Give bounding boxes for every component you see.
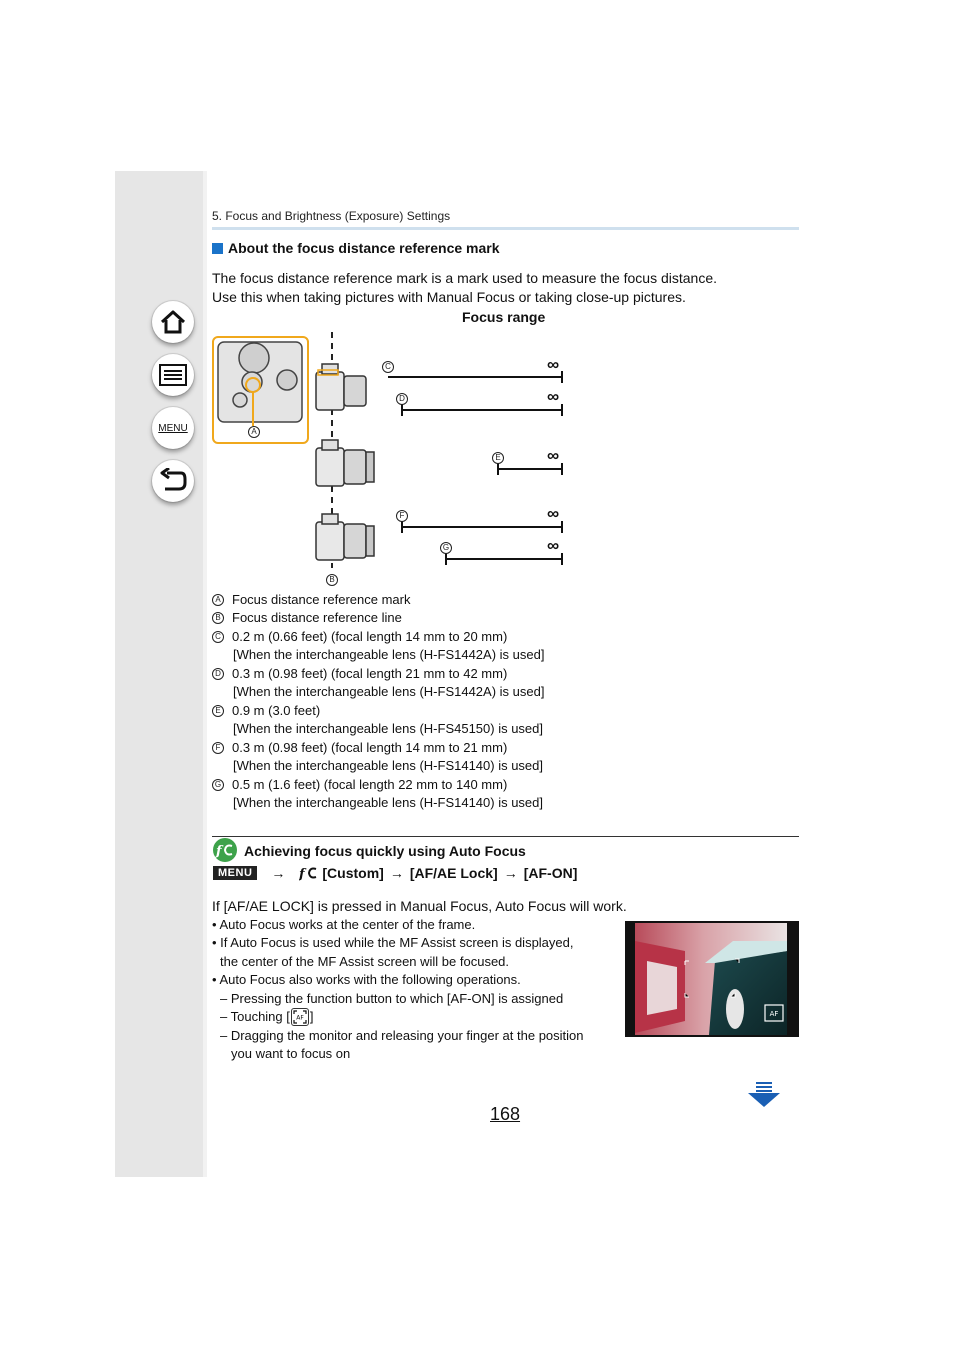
af-dash-3a: – Dragging the monitor and releasing your finger at the position [220, 1028, 584, 1043]
legend-item-e [212, 702, 320, 720]
path-custom: [Custom] [322, 865, 384, 881]
marker-f: F [396, 510, 408, 522]
section-title-text: About the focus distance reference mark [228, 240, 500, 256]
svg-text:f: f [299, 867, 305, 881]
menu-button[interactable] [152, 407, 194, 449]
legend-marker: D [212, 668, 224, 680]
legend-item-d [212, 665, 507, 683]
af-target-label: AF [296, 1014, 304, 1022]
mf-assist-photo [625, 921, 799, 1037]
path-arrow: → [271, 865, 286, 881]
legend-sub-c: [When the interchangeable lens (H-FS1442A) is used] [233, 647, 545, 662]
legend-sub-g: [When the interchangeable lens (H-FS14140) is used] [233, 795, 544, 810]
marker-e: E [492, 452, 504, 464]
af-bullet-2a: • If Auto Focus is used while the MF Assist screen is displayed, [212, 935, 574, 950]
legend-item-f [212, 739, 507, 757]
legend-item-g [212, 776, 507, 794]
legend-marker: E [212, 705, 224, 717]
legend-text: Focus distance reference line [232, 610, 402, 625]
legend-text: 0.2 m (0.66 feet) (focal length 14 mm to 20 mm) [232, 629, 508, 644]
legend-marker: G [212, 779, 224, 791]
infinity-e: ∞ [547, 446, 560, 465]
af-section-title: Achieving focus quickly using Auto Focus [244, 843, 526, 859]
legend-marker: B [212, 612, 224, 624]
header-rule [212, 227, 799, 230]
legend-text: 0.9 m (3.0 feet) [232, 703, 321, 718]
path-arrow: → [389, 865, 404, 881]
legend-marker: A [212, 594, 224, 606]
af-icon-label: AF [769, 1010, 779, 1018]
af-dash-3b: you want to focus on [231, 1046, 351, 1061]
sidebar [115, 171, 203, 1177]
legend-item-a [212, 591, 410, 609]
legend-marker: C [212, 631, 224, 643]
legend-text: 0.3 m (0.98 feet) (focal length 21 mm to 42 mm) [232, 666, 508, 681]
legend-item-b [212, 609, 402, 627]
infinity-g: ∞ [547, 536, 560, 555]
home-button[interactable] [152, 301, 194, 343]
back-button[interactable] [152, 460, 194, 502]
af-dash-1: – Pressing the function button to which [AF-ON] is assigned [220, 991, 564, 1006]
marker-c: C [382, 361, 394, 373]
path-af-on: [AF-ON] [523, 865, 578, 881]
infinity-d: ∞ [547, 387, 560, 406]
custom-fc-small-icon [299, 865, 319, 881]
legend-text: 0.5 m (1.6 feet) (focal length 22 mm to 140 mm) [232, 777, 508, 792]
svg-text:f: f [216, 844, 222, 858]
section-bullet-icon [212, 243, 223, 254]
next-page-arrow-icon [747, 1082, 781, 1108]
section-title [212, 240, 500, 256]
table-of-contents-icon [159, 364, 187, 386]
intro-line-2: Use this when taking pictures with Manual Focus or taking close-up pictures. [212, 289, 686, 305]
infinity-f: ∞ [547, 504, 560, 523]
mf-assist-screen-image [625, 921, 799, 1037]
menu-path [213, 865, 577, 881]
page-number: 168 [490, 1104, 521, 1124]
contents-button[interactable] [152, 354, 194, 396]
marker-d: D [396, 393, 408, 405]
af-bullet-2b: the center of the MF Assist screen will be focused. [220, 954, 510, 969]
focus-range-label: Focus range [462, 309, 546, 325]
breadcrumb: 5. Focus and Brightness (Exposure) Settings [212, 209, 451, 223]
touch-af-icon [291, 1008, 309, 1026]
intro-line-1: The focus distance reference mark is a mark used to measure the focus distance. [212, 270, 718, 286]
legend-sub-d: [When the interchangeable lens (H-FS1442A) is used] [233, 684, 545, 699]
next-page-button[interactable] [747, 1082, 781, 1113]
path-af-ae-lock: [AF/AE Lock] [409, 865, 498, 881]
legend-marker: F [212, 742, 224, 754]
home-icon [159, 308, 187, 336]
legend-text: 0.3 m (0.98 feet) (focal length 14 mm to 21 mm) [232, 740, 508, 755]
back-icon [159, 468, 187, 494]
legend-sub-f: [When the interchangeable lens (H-FS14140) is used] [233, 758, 544, 773]
custom-fc-icon [215, 842, 235, 858]
marker-b: B [326, 574, 338, 586]
af-dash-2 [220, 1008, 314, 1026]
marker-a: A [248, 426, 260, 438]
legend-text: Focus distance reference mark [232, 592, 411, 607]
menu-badge: MENU [213, 866, 257, 880]
af-bullet-3: • Auto Focus also works with the following operations. [212, 972, 521, 987]
af-dash-2-pre: – Touching [ [220, 1009, 290, 1024]
focus-diagram [212, 330, 572, 590]
af-bullet-1: • Auto Focus works at the center of the frame. [212, 917, 476, 932]
marker-g: G [440, 542, 452, 554]
af-target-icon [293, 1010, 307, 1024]
legend-item-c [212, 628, 507, 646]
custom-menu-icon [213, 838, 237, 862]
path-arrow: → [503, 865, 518, 881]
menu-label: MENU [158, 422, 188, 434]
infinity-c: ∞ [547, 355, 560, 374]
section-divider [212, 836, 799, 837]
af-dash-2-post: ] [309, 1009, 314, 1024]
legend-sub-e: [When the interchangeable lens (H-FS45150) is used] [233, 721, 544, 736]
af-lead: If [AF/AE LOCK] is pressed in Manual Focus, Auto Focus will work. [212, 898, 627, 914]
